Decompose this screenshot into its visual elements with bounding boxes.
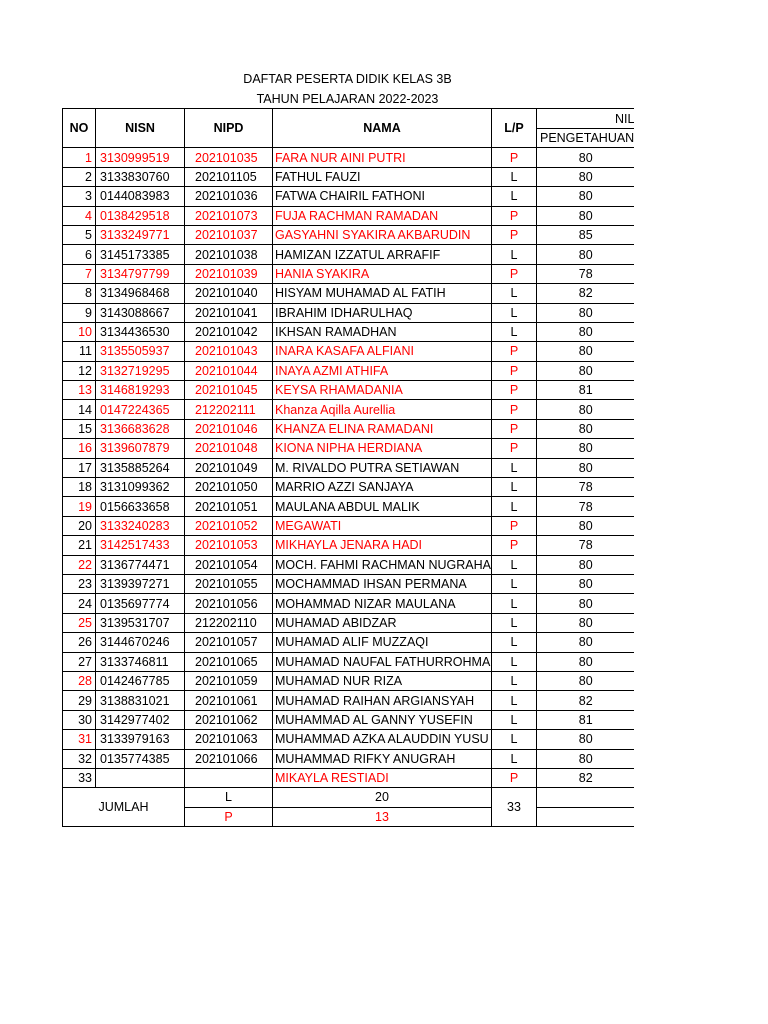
row-no-cell: 19 [63,497,96,516]
row-lp-cell: L [491,574,536,593]
row-nipd-cell: 202101041 [185,303,273,322]
row-nama-cell: MUHAMMAD AL GANNY YUSEFIN [273,710,492,729]
table-row [63,284,635,303]
row-no-cell: 1 [63,148,96,167]
row-nisn-cell: 3134797799 [96,264,185,283]
row-nama-cell: HISYAM MUHAMAD AL FATIH [273,284,492,303]
row-nilai-cell: 81 [536,710,634,729]
row-lp-cell: L [491,555,536,574]
table-row [63,419,635,438]
row-nama-cell: INAYA AZMI ATHIFA [273,361,492,380]
header-nilai: NIL [536,109,634,129]
row-nisn-cell: 3133746811 [96,652,185,671]
row-nama-cell: FATWA CHAIRIL FATHONI [273,187,492,206]
row-nipd-cell: 202101065 [185,652,273,671]
header-pengetahuan: PENGETAHUAN [536,129,634,148]
row-nama-cell: GASYAHNI SYAKIRA AKBARUDIN [273,225,492,244]
row-no-cell: 33 [63,768,96,787]
table-row [63,652,635,671]
header-nama: NAMA [273,109,492,148]
row-nipd-cell: 202101057 [185,633,273,652]
row-nisn-cell: 0144083983 [96,187,185,206]
row-nipd-cell: 202101066 [185,749,273,768]
row-no-cell: 16 [63,439,96,458]
row-nilai-cell: 80 [536,303,634,322]
row-no-cell: 4 [63,206,96,225]
row-no-cell: 5 [63,225,96,244]
row-no-cell: 31 [63,730,96,749]
row-nipd-cell: 202101053 [185,536,273,555]
row-nilai-cell: 82 [536,691,634,710]
row-nisn-cell: 3131099362 [96,478,185,497]
row-no-cell: 32 [63,749,96,768]
table-row [63,245,635,264]
row-nilai-cell: 85 [536,225,634,244]
header-lp: L/P [491,109,536,148]
row-no-cell: 27 [63,652,96,671]
row-lp-cell: L [491,478,536,497]
table-row [63,671,635,690]
row-nilai-cell: 81 [536,381,634,400]
row-nisn-cell: 0135697774 [96,594,185,613]
row-nilai-cell: 80 [536,633,634,652]
row-lp-cell: P [491,381,536,400]
row-nama-cell: MUHAMAD NUR RIZA [273,671,492,690]
footer-empty-cell [536,788,634,807]
row-no-cell: 14 [63,400,96,419]
footer-l-count: 20 [273,788,492,807]
row-no-cell: 23 [63,574,96,593]
row-nama-cell: MEGAWATI [273,516,492,535]
row-nilai-cell: 80 [536,613,634,632]
row-nipd-cell: 202101073 [185,206,273,225]
footer-jumlah-label: JUMLAH [63,788,185,827]
row-nipd-cell: 202101044 [185,361,273,380]
row-nisn-cell: 3133240283 [96,516,185,535]
row-lp-cell: L [491,613,536,632]
table-row [63,710,635,729]
row-lp-cell: P [491,361,536,380]
row-nipd-cell: 202101042 [185,322,273,341]
row-lp-cell: L [491,652,536,671]
row-nilai-cell: 78 [536,264,634,283]
row-nisn-cell: 3130999519 [96,148,185,167]
row-nilai-cell: 78 [536,497,634,516]
row-nilai-cell: 80 [536,419,634,438]
row-nipd-cell: 202101052 [185,516,273,535]
row-nama-cell: IBRAHIM IDHARULHAQ [273,303,492,322]
table-row [63,400,635,419]
row-nipd-cell: 202101043 [185,342,273,361]
row-nilai-cell: 80 [536,594,634,613]
row-nisn-cell: 3143088667 [96,303,185,322]
row-nilai-cell: 80 [536,749,634,768]
table-row [63,439,635,458]
table-row [63,749,635,768]
row-lp-cell: P [491,264,536,283]
row-nama-cell: MUHAMAD NAUFAL FATHURROHMA [273,652,492,671]
row-nisn-cell: 3142517433 [96,536,185,555]
student-rows [63,148,635,788]
row-nisn-cell [96,768,185,787]
row-no-cell: 26 [63,633,96,652]
row-nipd-cell: 202101062 [185,710,273,729]
footer-total: 33 [491,788,536,827]
row-lp-cell: L [491,245,536,264]
table-row [63,342,635,361]
row-nisn-cell: 0142467785 [96,671,185,690]
row-lp-cell: P [491,342,536,361]
row-no-cell: 21 [63,536,96,555]
row-no-cell: 12 [63,361,96,380]
row-nipd-cell: 202101048 [185,439,273,458]
table-row [63,458,635,477]
row-nilai-cell: 80 [536,555,634,574]
row-nama-cell: HAMIZAN IZZATUL ARRAFIF [273,245,492,264]
row-nipd-cell: 202101040 [185,284,273,303]
row-no-cell: 7 [63,264,96,283]
row-nipd-cell: 202101050 [185,478,273,497]
row-nama-cell: FARA NUR AINI PUTRI [273,148,492,167]
row-no-cell: 28 [63,671,96,690]
row-nama-cell: MOCHAMMAD IHSAN PERMANA [273,574,492,593]
row-no-cell: 17 [63,458,96,477]
row-nilai-cell: 80 [536,206,634,225]
row-nama-cell: MOHAMMAD NIZAR MAULANA [273,594,492,613]
row-nilai-cell: 80 [536,245,634,264]
row-no-cell: 13 [63,381,96,400]
table-row [63,497,635,516]
row-nilai-cell: 80 [536,322,634,341]
row-nama-cell: MUHAMAD ABIDZAR [273,613,492,632]
table-row [63,516,635,535]
header-no: NO [63,109,96,148]
row-nama-cell: KHANZA ELINA RAMADANI [273,419,492,438]
row-lp-cell: L [491,749,536,768]
row-nilai-cell: 80 [536,439,634,458]
row-nisn-cell: 3139531707 [96,613,185,632]
row-nisn-cell: 3134968468 [96,284,185,303]
row-lp-cell: L [491,710,536,729]
row-no-cell: 25 [63,613,96,632]
row-nipd-cell: 212202110 [185,613,273,632]
row-nisn-cell: 3133249771 [96,225,185,244]
row-nilai-cell: 80 [536,516,634,535]
row-lp-cell: L [491,594,536,613]
row-nipd-cell: 202101059 [185,671,273,690]
table-row [63,167,635,186]
row-nisn-cell: 0147224365 [96,400,185,419]
row-lp-cell: L [491,322,536,341]
row-no-cell: 10 [63,322,96,341]
row-lp-cell: P [491,206,536,225]
row-lp-cell: P [491,419,536,438]
row-no-cell: 20 [63,516,96,535]
row-nama-cell: MUHAMAD RAIHAN ARGIANSYAH [273,691,492,710]
row-lp-cell: L [491,730,536,749]
row-nama-cell: KEYSA RHAMADANIA [273,381,492,400]
row-nama-cell: MOCH. FAHMI RACHMAN NUGRAHA [273,555,492,574]
row-lp-cell: P [491,225,536,244]
row-nama-cell: MAULANA ABDUL MALIK [273,497,492,516]
row-nilai-cell: 78 [536,536,634,555]
row-nilai-cell: 80 [536,652,634,671]
row-nilai-cell: 82 [536,768,634,787]
row-nisn-cell: 3133979163 [96,730,185,749]
row-nama-cell: Khanza Aqilla Aurellia [273,400,492,419]
row-nipd-cell: 202101039 [185,264,273,283]
row-nama-cell: MIKAYLA RESTIADI [273,768,492,787]
row-nipd-cell: 202101055 [185,574,273,593]
header-nipd: NIPD [185,109,273,148]
footer-empty-cell [536,807,634,826]
row-nama-cell: INARA KASAFA ALFIANI [273,342,492,361]
table-row [63,264,635,283]
table-row [63,478,635,497]
row-no-cell: 30 [63,710,96,729]
row-lp-cell: L [491,167,536,186]
row-no-cell: 3 [63,187,96,206]
row-nisn-cell: 3144670246 [96,633,185,652]
row-nipd-cell: 202101051 [185,497,273,516]
table-row [63,613,635,632]
row-nilai-cell: 80 [536,148,634,167]
row-nisn-cell: 3133830760 [96,167,185,186]
row-no-cell: 8 [63,284,96,303]
row-nipd-cell: 202101035 [185,148,273,167]
table-row [63,594,635,613]
header-nisn: NISN [96,109,185,148]
table-row [63,148,635,167]
table-row [63,206,635,225]
table-row [63,322,635,341]
row-nisn-cell: 3136774471 [96,555,185,574]
table-row [63,768,635,787]
row-nama-cell: MIKHAYLA JENARA HADI [273,536,492,555]
row-nama-cell: MARRIO AZZI SANJAYA [273,478,492,497]
row-nisn-cell: 3134436530 [96,322,185,341]
row-nisn-cell: 3145173385 [96,245,185,264]
table-row [63,361,635,380]
table-row [63,633,635,652]
table-row [63,574,635,593]
row-nisn-cell: 3136683628 [96,419,185,438]
row-nisn-cell: 3135885264 [96,458,185,477]
row-nilai-cell: 80 [536,361,634,380]
row-nilai-cell: 80 [536,730,634,749]
row-nipd-cell: 202101049 [185,458,273,477]
row-no-cell: 2 [63,167,96,186]
row-lp-cell: P [491,439,536,458]
row-nilai-cell: 80 [536,187,634,206]
row-nilai-cell: 80 [536,458,634,477]
row-lp-cell: L [491,671,536,690]
row-nisn-cell: 0156633658 [96,497,185,516]
row-nilai-cell: 80 [536,400,634,419]
row-nama-cell: MUHAMAD ALIF MUZZAQI [273,633,492,652]
row-nama-cell: FATHUL FAUZI [273,167,492,186]
row-lp-cell: L [491,303,536,322]
row-nilai-cell: 80 [536,167,634,186]
row-no-cell: 11 [63,342,96,361]
row-nipd-cell: 202101054 [185,555,273,574]
row-nama-cell: M. RIVALDO PUTRA SETIAWAN [273,458,492,477]
row-nisn-cell: 3139397271 [96,574,185,593]
row-lp-cell: L [491,633,536,652]
row-no-cell: 6 [63,245,96,264]
table-row [63,555,635,574]
footer-l-label: L [185,788,273,807]
row-nilai-cell: 80 [536,574,634,593]
row-nipd-cell: 202101105 [185,167,273,186]
row-nipd-cell: 202101036 [185,187,273,206]
table-row [63,730,635,749]
row-lp-cell: L [491,691,536,710]
row-lp-cell: L [491,284,536,303]
row-nama-cell: FUJA RACHMAN RAMADAN [273,206,492,225]
row-lp-cell: L [491,187,536,206]
table-row [63,303,635,322]
row-nilai-cell: 80 [536,671,634,690]
row-nipd-cell: 202101038 [185,245,273,264]
row-lp-cell: L [491,497,536,516]
row-lp-cell: P [491,400,536,419]
row-nama-cell: MUHAMMAD AZKA ALAUDDIN YUSU [273,730,492,749]
table-row [63,536,635,555]
row-lp-cell: P [491,768,536,787]
row-lp-cell: P [491,516,536,535]
row-nipd-cell: 202101037 [185,225,273,244]
row-nama-cell: HANIA SYAKIRA [273,264,492,283]
row-no-cell: 18 [63,478,96,497]
row-nisn-cell: 3142977402 [96,710,185,729]
row-nipd-cell: 202101056 [185,594,273,613]
row-lp-cell: P [491,536,536,555]
row-nilai-cell: 82 [536,284,634,303]
row-nipd-cell: 202101063 [185,730,273,749]
row-nilai-cell: 80 [536,342,634,361]
row-nipd-cell: 202101046 [185,419,273,438]
row-nisn-cell: 0135774385 [96,749,185,768]
student-table [62,108,634,827]
row-nilai-cell: 78 [536,478,634,497]
row-no-cell: 24 [63,594,96,613]
sheet-subtitle: TAHUN PELAJARAN 2022-2023 [256,92,439,106]
row-lp-cell: P [491,148,536,167]
row-nipd-cell: 202101045 [185,381,273,400]
table-row [63,187,635,206]
row-no-cell: 29 [63,691,96,710]
row-nisn-cell: 3146819293 [96,381,185,400]
row-nipd-cell: 212202111 [185,400,273,419]
row-nama-cell: KIONA NIPHA HERDIANA [273,439,492,458]
row-nipd-cell: 202101061 [185,691,273,710]
table-row [63,225,635,244]
row-nipd-cell [185,768,273,787]
row-lp-cell: L [491,458,536,477]
row-nama-cell: IKHSAN RAMADHAN [273,322,492,341]
table-row [63,691,635,710]
row-nama-cell: MUHAMMAD RIFKY ANUGRAH [273,749,492,768]
row-nisn-cell: 3132719295 [96,361,185,380]
table-row [63,381,635,400]
row-nisn-cell: 0138429518 [96,206,185,225]
sheet-title: DAFTAR PESERTA DIDIK KELAS 3B [243,72,452,86]
row-nisn-cell: 3138831021 [96,691,185,710]
row-no-cell: 9 [63,303,96,322]
row-nisn-cell: 3139607879 [96,439,185,458]
row-nisn-cell: 3135505937 [96,342,185,361]
footer-p-count: 13 [273,807,492,826]
footer-p-label: P [185,807,273,826]
row-no-cell: 15 [63,419,96,438]
row-no-cell: 22 [63,555,96,574]
